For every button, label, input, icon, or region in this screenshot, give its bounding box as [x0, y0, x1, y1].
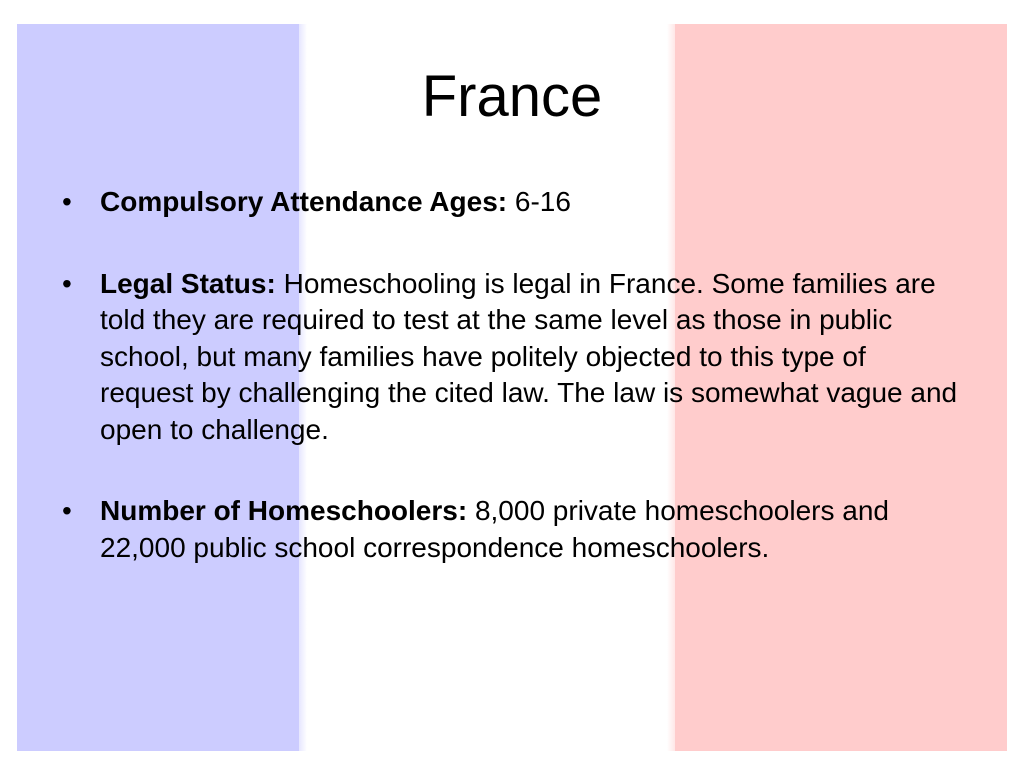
bullet-text: 6-16 — [514, 186, 571, 217]
bullet-label: Number of Homeschoolers: — [100, 495, 468, 526]
bullet-dot-icon: • — [62, 267, 72, 299]
bullet-number-of-homeschoolers — [62, 493, 962, 566]
bullet-text: 8,000 private homeschoolers and 22,000 public school correspondence homeschoolers. — [100, 495, 889, 563]
bullet-text: Homeschooling is legal in France. Some families are told they are required to test at the same level as those in public school, but many families have politely objected to this type of request by challenging the cited law. The law is somewhat vague and open to challenge. — [100, 267, 958, 445]
bullet-dot-icon: • — [62, 186, 72, 217]
slide-title: France — [421, 64, 603, 129]
bullet-legal-status — [62, 266, 962, 449]
bullet-attendance-ages — [62, 184, 962, 221]
bullet-list — [62, 184, 962, 611]
bullet-label: Compulsory Attendance Ages: — [100, 186, 508, 217]
bullet-dot-icon: • — [62, 495, 72, 526]
bullet-label: Legal Status: — [100, 267, 276, 299]
